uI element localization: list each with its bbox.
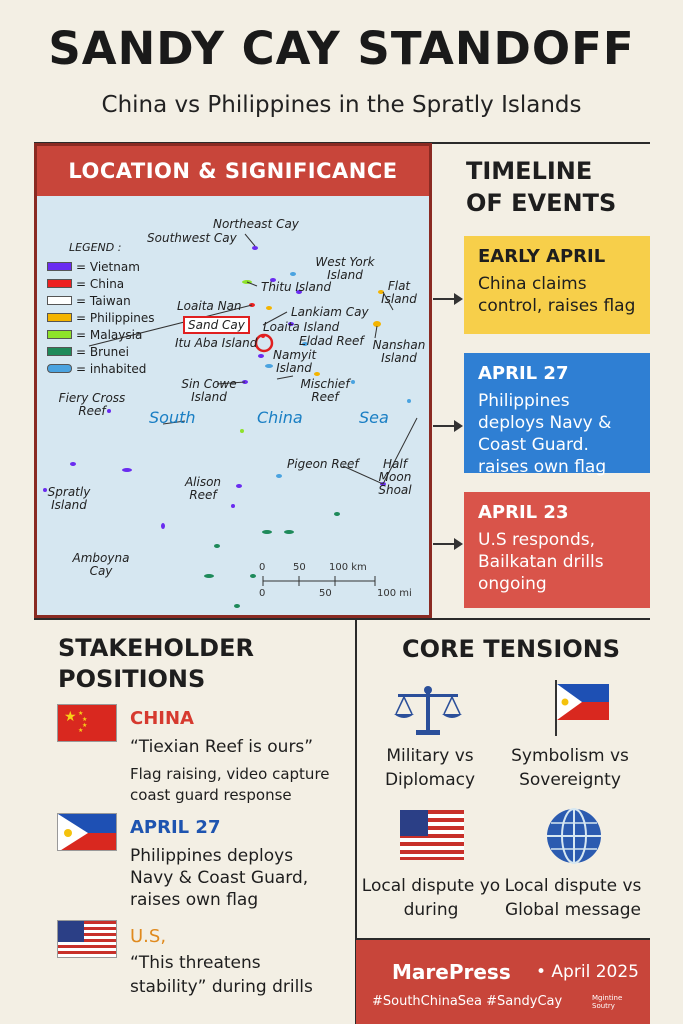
legend-item-vietnam: = Vietnam bbox=[47, 258, 155, 275]
timeline-event-text: Philippines deploys Navy & Coast Guard. raises own flag bbox=[478, 391, 612, 477]
legend-item-philippines: = Philippines bbox=[47, 309, 155, 326]
timeline-event-early-april bbox=[464, 236, 650, 334]
us-flag-icon bbox=[57, 920, 117, 958]
stakeholder-quote-us: “This threatens bbox=[130, 953, 261, 973]
footer-hashtags: #SouthChinaSea #SandyCay bbox=[372, 994, 563, 1009]
us-flag-tension-icon bbox=[400, 810, 464, 860]
timeline-arrow-1 bbox=[433, 298, 461, 300]
timeline-event-text: U.S responds, Bailkatan drills ongoing bbox=[478, 530, 604, 594]
spratly-map bbox=[37, 196, 429, 615]
scale-mi-0: 0 bbox=[259, 588, 266, 599]
label-spratly: Spratly Island bbox=[47, 485, 91, 512]
tensions-title: CORE TENSIONS bbox=[402, 635, 621, 663]
svg-text:★: ★ bbox=[78, 727, 84, 734]
label-loaita-nan: Loaita Nan bbox=[177, 299, 242, 313]
china-flag-icon bbox=[57, 704, 117, 742]
timeline-event-april-23 bbox=[464, 492, 650, 608]
label-loaita-island: Loaita Island bbox=[263, 320, 340, 334]
legend-item-china: = China bbox=[47, 275, 155, 292]
timeline-arrow-2 bbox=[433, 425, 461, 427]
stakeholder-name-china: CHINA bbox=[130, 708, 194, 729]
svg-text:★: ★ bbox=[64, 709, 77, 725]
map-heading: LOCATION & SIGNIFICANCE bbox=[37, 146, 429, 196]
svg-text:★: ★ bbox=[82, 722, 88, 729]
map-legend bbox=[47, 241, 155, 377]
stakeholder-detail-us: stability” during drills bbox=[130, 977, 313, 997]
label-flat-island: Flat Island bbox=[381, 279, 417, 306]
svg-text:★: ★ bbox=[82, 716, 88, 723]
stakeholder-quote-china: “Tiexian Reef is ours” bbox=[130, 737, 314, 757]
label-northeast-cay: Northeast Cay bbox=[213, 217, 299, 231]
svg-text:★: ★ bbox=[78, 710, 84, 717]
legend-item-brunei: = Brunei bbox=[47, 343, 155, 360]
scale-km-100: 100 km bbox=[329, 562, 367, 573]
label-eldad: Eldad Reef bbox=[299, 334, 364, 348]
stakeholder-name-us: U.S, bbox=[130, 926, 167, 947]
label-itu-aba: Itu Aba Island bbox=[175, 336, 258, 350]
sea-label-south: South bbox=[149, 408, 196, 427]
footer-bar bbox=[356, 940, 650, 1024]
legend-item-malaysia: = Malaysia bbox=[47, 326, 155, 343]
scale-km-0: 0 bbox=[259, 562, 266, 573]
timeline-event-april-27 bbox=[464, 353, 650, 477]
label-fiery-cross: Fiery Cross Reef bbox=[58, 391, 126, 418]
timeline-event-heading: EARLY APRIL bbox=[478, 246, 606, 267]
section-divider bbox=[34, 618, 650, 620]
scale-bar bbox=[263, 576, 375, 586]
scales-icon bbox=[392, 682, 464, 738]
sea-label-china: China bbox=[257, 408, 303, 427]
scale-mi-100: 100 mi bbox=[377, 588, 412, 599]
label-lankiam: Lankiam Cay bbox=[291, 305, 369, 319]
label-west-york: West York Island bbox=[315, 255, 375, 282]
timeline-event-heading: APRIL 27 bbox=[478, 363, 569, 384]
label-mischief: Mischief Reef bbox=[300, 377, 350, 404]
footer-date: • April 2025 bbox=[536, 962, 639, 982]
timeline-arrow-3 bbox=[433, 543, 461, 545]
globe-icon bbox=[544, 806, 604, 866]
label-half-moon: Half Moon Shoal bbox=[378, 457, 412, 497]
philippines-flag-tension-icon bbox=[552, 678, 612, 738]
label-alison: Alison Reef bbox=[184, 475, 222, 502]
timeline-title: TIMELINE OF EVENTS bbox=[466, 157, 617, 217]
tension-label-local-dispute-1: Local dispute yo during bbox=[361, 876, 501, 920]
stakeholder-quote-april27: Philippines deploys Navy & Coast Guard, raises own flag bbox=[130, 846, 309, 910]
timeline-event-heading: APRIL 23 bbox=[478, 502, 569, 523]
map-panel bbox=[34, 143, 432, 618]
tension-label-military: Military vs Diplomacy bbox=[384, 746, 476, 790]
label-namyit: Namyit Island bbox=[273, 348, 317, 375]
sea-label-sea: Sea bbox=[359, 408, 389, 427]
stakeholder-name-april27: APRIL 27 bbox=[130, 817, 221, 838]
tension-label-symbolism: Symbolism vs Sovereignty bbox=[511, 746, 629, 790]
legend-title: LEGEND : bbox=[69, 241, 122, 254]
tension-label-local-dispute-2: Local dispute vs Global message bbox=[504, 876, 642, 920]
legend-item-inhabited: = inhabited bbox=[47, 360, 155, 377]
label-sin-cowe: Sin Cowe Island bbox=[181, 377, 237, 404]
label-amboyna: Amboyna Cay bbox=[72, 551, 130, 578]
scale-mi-50: 50 bbox=[319, 588, 332, 599]
label-sand-cay: Sand Cay bbox=[183, 316, 250, 334]
page-subtitle: China vs Philippines in the Spratly Islands bbox=[101, 92, 582, 118]
legend-item-taiwan: = Taiwan bbox=[47, 292, 155, 309]
label-nanshan: Nanshan Island bbox=[372, 338, 426, 365]
timeline-event-text: China claims control, raises flag bbox=[478, 274, 636, 316]
stakeholder-detail-china: Flag raising, video capture coast guard response bbox=[130, 765, 330, 804]
label-pigeon: Pigeon Reef bbox=[287, 457, 359, 471]
footer-brand: MarePress bbox=[392, 960, 511, 984]
page-title: SANDY CAY STANDOFF bbox=[48, 22, 635, 75]
footer-tiny-text: Mgintine Soutry bbox=[592, 994, 623, 1010]
stakeholders-title: STAKEHOLDER POSITIONS bbox=[58, 634, 254, 693]
philippines-flag-icon bbox=[57, 813, 117, 851]
label-thitu: Thitu Island bbox=[261, 280, 332, 294]
label-southwest-cay: Southwest Cay bbox=[147, 231, 237, 245]
scale-km-50: 50 bbox=[293, 562, 306, 573]
